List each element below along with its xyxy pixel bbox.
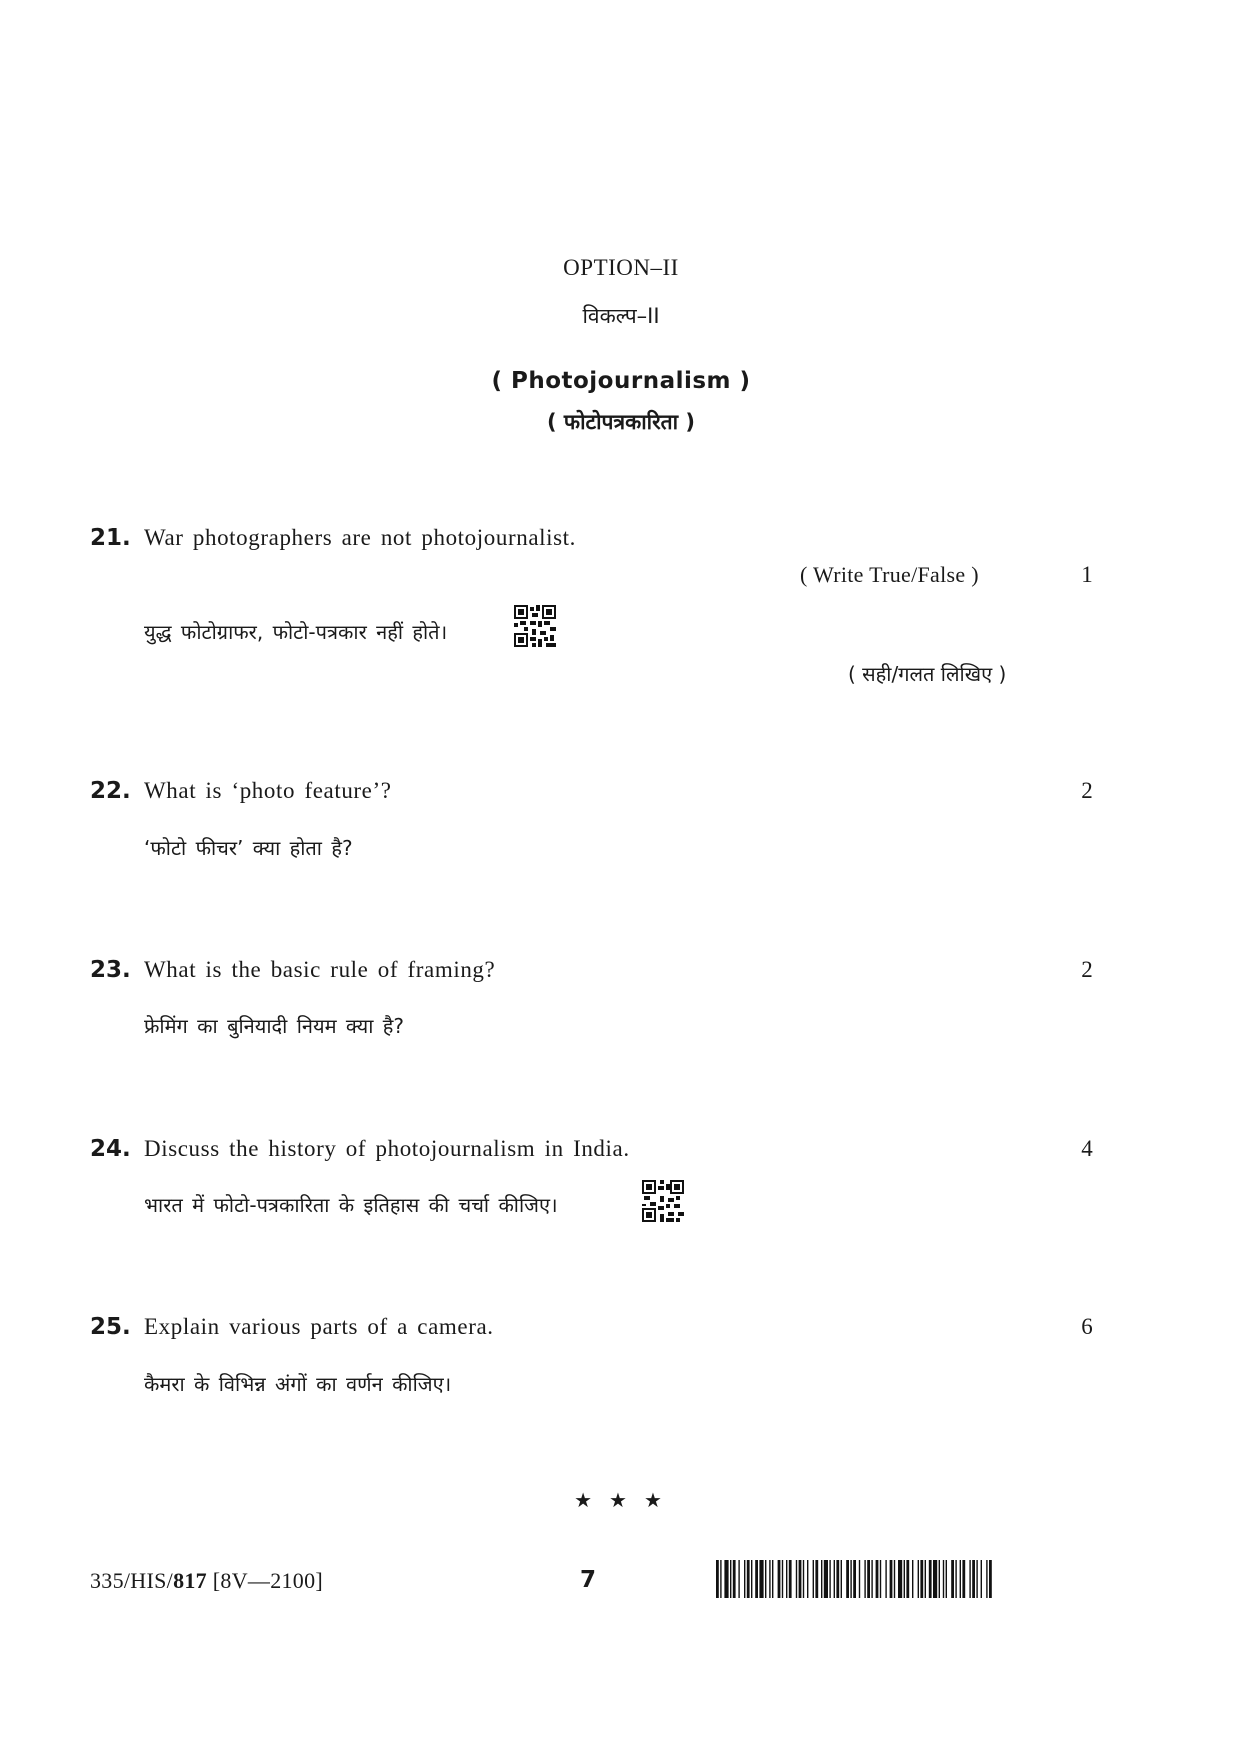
qr-code-icon — [514, 605, 556, 647]
paper-code-suffix: [8V—2100] — [206, 1568, 324, 1593]
question-text-hindi: भारत में फोटो-पत्रकारिता के इतिहास की चर्चा कीजिए। — [144, 1193, 558, 1217]
question-marks: 6 — [1081, 1314, 1093, 1339]
answer-instruction-hindi: ( सही/गलत लिखिए ) — [848, 662, 1007, 686]
end-of-paper-marker: ★ ★ ★ — [574, 1490, 668, 1512]
question-text-hindi: ‘फोटो फीचर’ क्या होता है? — [144, 836, 353, 860]
question-text-hindi: युद्ध फोटोग्राफर, फोटो-पत्रकार नहीं होते। — [144, 620, 448, 644]
question-marks: 2 — [1081, 957, 1093, 982]
question-text: What is the basic rule of framing? — [144, 957, 496, 982]
question-text-hindi: फ्रेमिंग का बुनियादी नियम क्या है? — [144, 1014, 404, 1038]
question-marks: 2 — [1081, 778, 1093, 803]
option-title-hindi: विकल्प–II — [582, 304, 660, 328]
question-text: War photographers are not photojournalist. — [144, 525, 576, 550]
question-number: 24. — [90, 1136, 131, 1162]
question-text: Discuss the history of photojournalism in India. — [144, 1136, 630, 1161]
question-number: 25. — [90, 1314, 131, 1340]
question-marks: 1 — [1081, 562, 1093, 587]
section-title-hindi: ( फोटोपत्रकारिता ) — [547, 410, 695, 434]
section-title: ( Photojournalism ) — [491, 368, 751, 394]
question-text: Explain various parts of a camera. — [144, 1314, 494, 1339]
question-number: 22. — [90, 778, 131, 804]
paper-code — [90, 1568, 323, 1594]
answer-instruction: ( Write True/False ) — [800, 562, 979, 587]
question-number: 23. — [90, 957, 131, 983]
qr-code-icon — [642, 1180, 684, 1222]
question-number: 21. — [90, 525, 131, 551]
question-marks: 4 — [1081, 1136, 1093, 1161]
paper-code-prefix: 335/HIS/ — [90, 1568, 174, 1593]
question-text: What is ‘photo feature’? — [144, 778, 392, 803]
paper-code-number: 817 — [173, 1568, 207, 1593]
question-text-hindi: कैमरा के विभिन्न अंगों का वर्णन कीजिए। — [144, 1372, 452, 1396]
barcode-icon — [716, 1560, 994, 1598]
option-title: OPTION–II — [563, 255, 679, 280]
page-number: 7 — [580, 1567, 597, 1593]
